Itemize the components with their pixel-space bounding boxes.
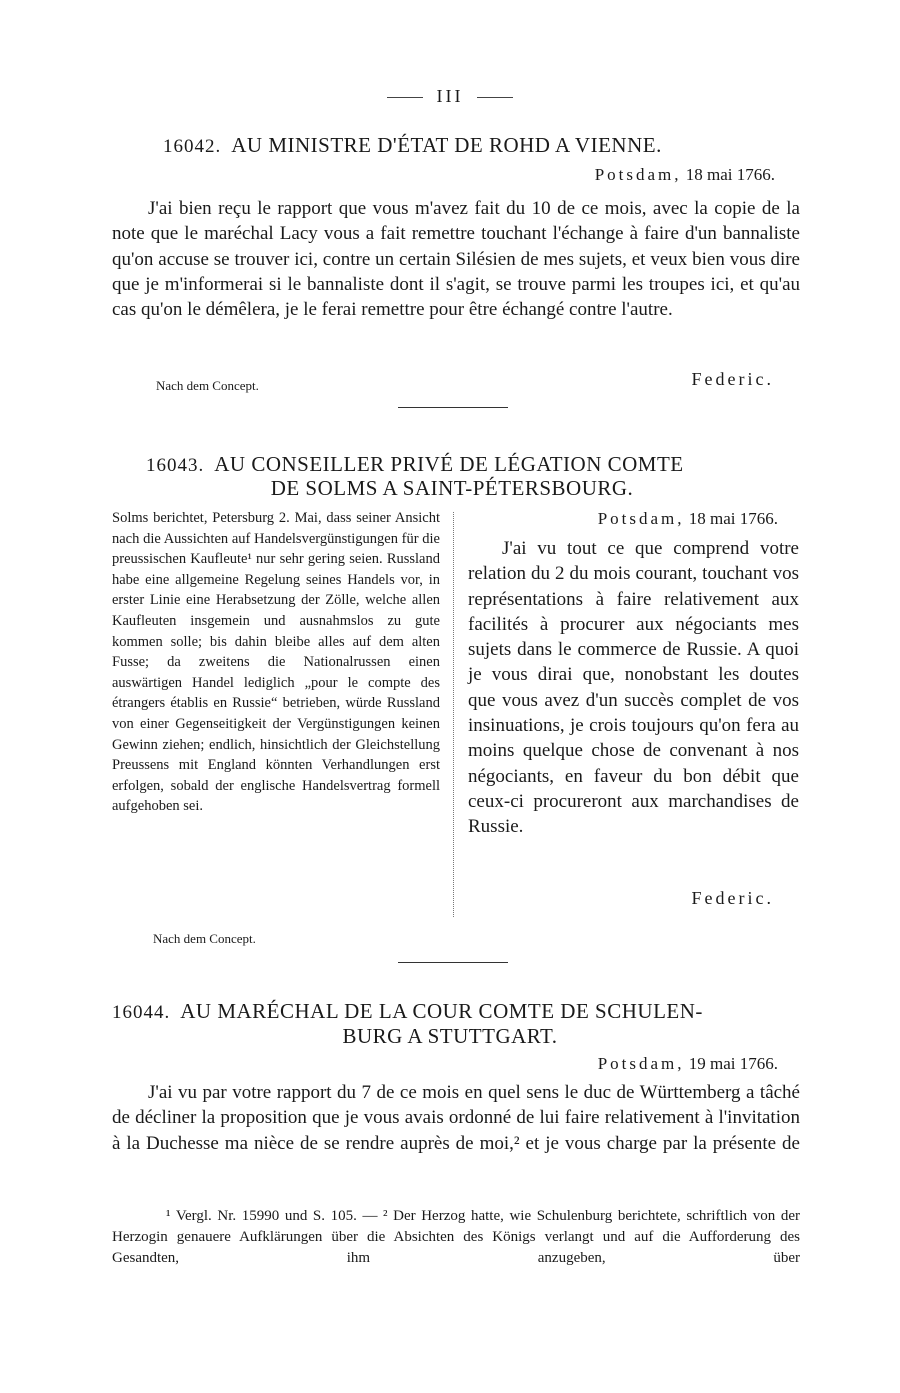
separator-rule (398, 407, 508, 408)
letter-title-line2-16044: BURG A STUTTGART. (342, 1024, 558, 1048)
letter-body-16043: J'ai vu tout ce que comprend votre relation du 2 du mois courant, touchant vos représentations à faire relativement aux facilités à procurer aux négociants mes sujets dans le commerce de Russie. A quoi je vous dirai que, nonobstant les doutes que vous avez d'un succès complet de vos insinuations, je crois toujours qu'on fera au moins quelque chose de convenant à nos négociants, en faveur du bon débit que ceux-ci procureront aux marchandises de Russie. (468, 538, 799, 838)
ornament-dash (387, 97, 423, 98)
separator-rule (398, 962, 508, 963)
letter-title-line1: AU MARÉCHAL DE LA COUR COMTE DE SCHULEN- (180, 999, 703, 1023)
source-note-16043: Nach dem Concept. (153, 931, 256, 946)
footnotes: ¹ Vergl. Nr. 15990 und S. 105. — ² Der Herzog hatte, wie Schulenburg berichtete, schriftlich von der Herzogin genauere Aufklärungen über die Absichten des Königs verlangt und auf die Aufforderung des Gesandten, ihm anzugeben, über (112, 1208, 800, 1266)
dateline-16042: Potsdam, 18 mai 1766. (594, 165, 775, 184)
signature-16042: Federic. (691, 369, 774, 389)
summary-16043: Solms berichtet, Petersburg 2. Mai, dass seiner Ansicht nach die Aussichten auf Handelsvergünstigungen für die preussischen Kaufleute¹ nur sehr gering seien. Russland habe eine allgemeine Regelung seines Handels vor, in erster Linie eine Herabsetzung der Zölle, welche allen Kaufleuten insgemein und ausnahmslos zu gute kommen solle; bis dahin bleibe alles auf dem alten Fusse; da zweitens die Nationalrussen einen auswärtigen Handel lediglich „pour le compte des étrangers établis en Russie“ betrieben, würde Russland von einer Gegenseitigkeit der Vergünstigungen keinen Gewinn ziehen; endlich, hinsichtlich der Gleichstellung Preussens mit England könnten Verhandlungen erst erfolgen, sobald der englische Handelsvertrag formell aufgehoben sei. (112, 510, 440, 815)
letter-title-line1: AU CONSEILLER PRIVÉ DE LÉGATION COMTE (214, 452, 684, 476)
signature-16043: Federic. (691, 888, 774, 908)
letter-heading-16044 (112, 999, 703, 1024)
column-divider (453, 512, 454, 917)
letter-number: 16043. (146, 455, 205, 476)
dateline-16043: Potsdam, 18 mai 1766. (597, 509, 778, 528)
letter-number: 16044. (112, 1002, 171, 1023)
dateline-16044: Potsdam, 19 mai 1766. (597, 1054, 778, 1073)
letter-title-line2-16043: DE SOLMS A SAINT-PÉTERSBOURG. (270, 476, 634, 500)
letter-body-16042: J'ai bien reçu le rapport que vous m'avez fait du 10 de ce mois, avec la copie de la note que le maréchal Lacy vous a fait remettre touchant l'échange à faire d'un bannaliste qu'on accuse se trouver ici, contre un certain Silésien de mes sujets, et veux bien vous dire que je m'informerai si le bannaliste dont il s'agit, se trouve parmi les troupes ici, et qu'au cas qu'on le démêlera, je le ferai remettre pour être échangé contre l'autre. (112, 198, 800, 321)
letter-title: AU MINISTRE D'ÉTAT DE ROHD A VIENNE. (231, 133, 662, 157)
page-number: III (0, 86, 900, 107)
letter-number: 16042. (163, 136, 222, 157)
letter-heading-16043 (146, 452, 684, 477)
letter-body-16044: J'ai vu par votre rapport du 7 de ce mois en quel sens le duc de Württemberg a tâché de décliner la proposition que je vous avais ordonné de lui faire relativement à l'invitation à la Duchesse ma nièce de se rendre auprès de moi,² et je vous charge par la présente de (112, 1082, 800, 1154)
source-note-16042: Nach dem Concept. (156, 378, 259, 393)
letter-heading-16042 (163, 133, 662, 158)
ornament-dash (477, 97, 513, 98)
